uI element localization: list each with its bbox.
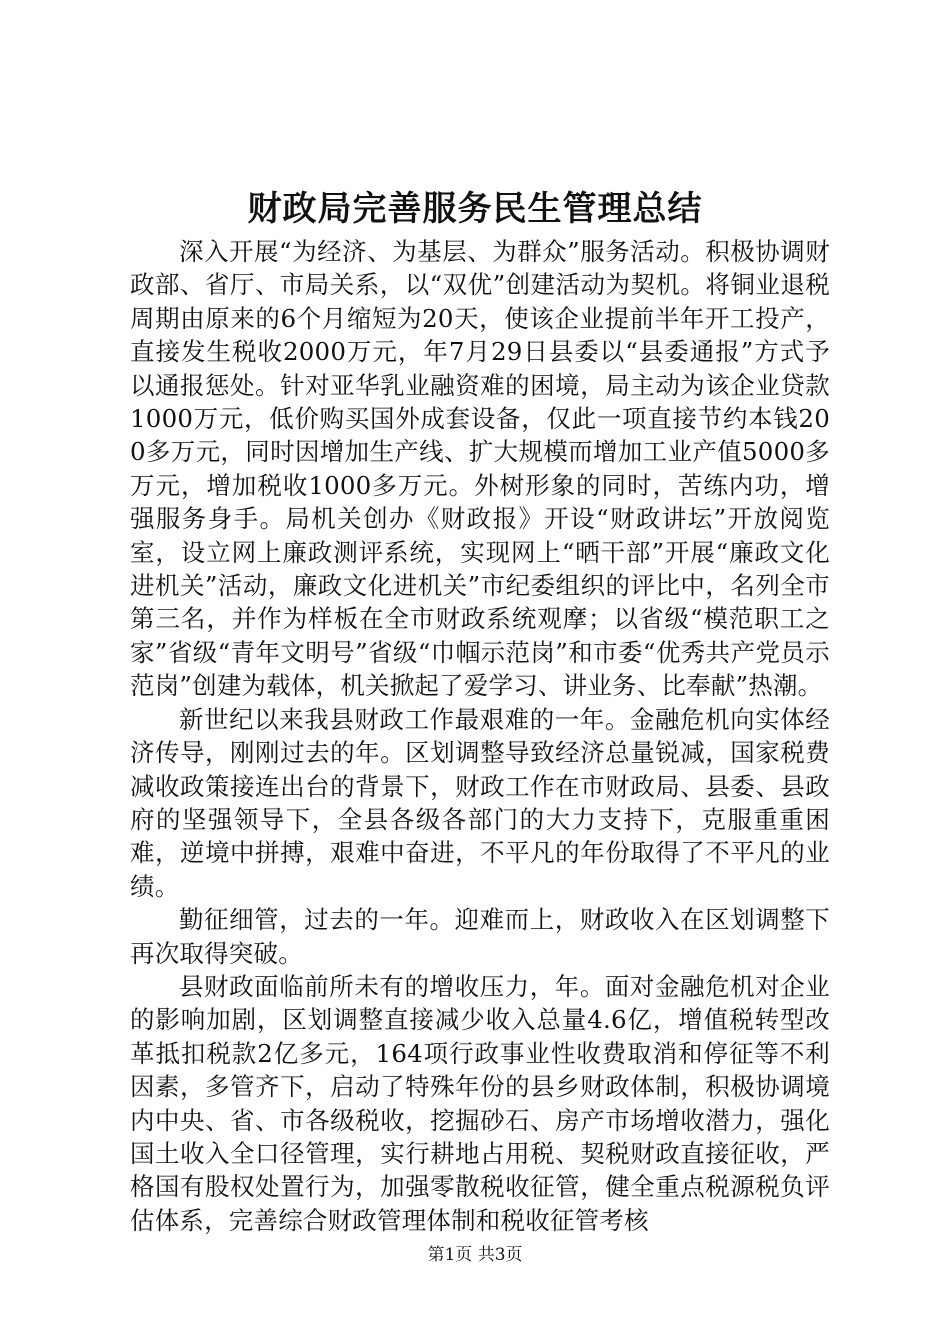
paragraph-3: 勤征细管，过去的一年。迎难而上，财政收入在区划调整下再次取得突破。	[130, 905, 830, 968]
paragraph-1: 深入开展“为经济、为基层、为群众”服务活动。积极协调财政部、省厅、市局关系，以“双优”创建活动为契机。将铜业退税周期由原来的6个月缩短为20天，使该企业提前半年开工投产，直接发生税收2000万元，年7月29日县委以“县委通报”方式予以通报惩处。针对亚华乳业融资难的困境，局主动为该企业贷款1000万元，低价购买国外成套设备，仅此一项直接节约本钱200多万元，同时因增加生产线、扩大规模而增加工业产值5000多万元，增加税收1000多万元。外树形象的同时，苦练内功，增强服务身手。局机关创办《财政报》开设“财政讲坛”开放阅览室，设立网上廉政测评系统，实现网上“晒干部”开展“廉政文化进机关”活动，廉政文化进机关”市纪委组织的评比中，名列全市第三名，并作为样板在全市财政系统观摩；以省级“模范职工之家”省级“青年文明号”省级“巾帼示范岗”和市委“优秀共产党员示范岗”创建为载体，机关掀起了爱学习、讲业务、比奉献”热潮。	[130, 237, 830, 701]
paragraph-2: 新世纪以来我县财政工作最艰难的一年。金融危机向实体经济传导，刚刚过去的年。区划调整导致经济总量锐减，国家税费减收政策接连出台的背景下，财政工作在市财政局、县委、县政府的坚强领导下，全县各级各部门的大力支持下，克服重重困难，逆境中拼搏，艰难中奋进，不平凡的年份取得了不平凡的业绩。	[130, 704, 830, 901]
document-body	[130, 235, 830, 1237]
page-footer: 第1页 共3页	[427, 1245, 523, 1265]
paragraph-4: 县财政面临前所未有的增收压力，年。面对金融危机对企业的影响加剧，区划调整直接减少收入总量4.6亿，增值税转型改革抵扣税款2亿多元，164项行政事业性收费取消和停征等不利因素，多管齐下，启动了特殊年份的县乡财政体制，积极协调境内中央、省、市各级税收，挖掘砂石、房产市场增收潜力，强化国土收入全口径管理，实行耕地占用税、契税财政直接征收，严格国有股权处置行为，加强零散税收征管，健全重点税源税负评估体系，完善综合财政管理体制和税收征管考核	[130, 971, 830, 1235]
document-title: 财政局完善服务民生管理总结	[247, 189, 703, 229]
